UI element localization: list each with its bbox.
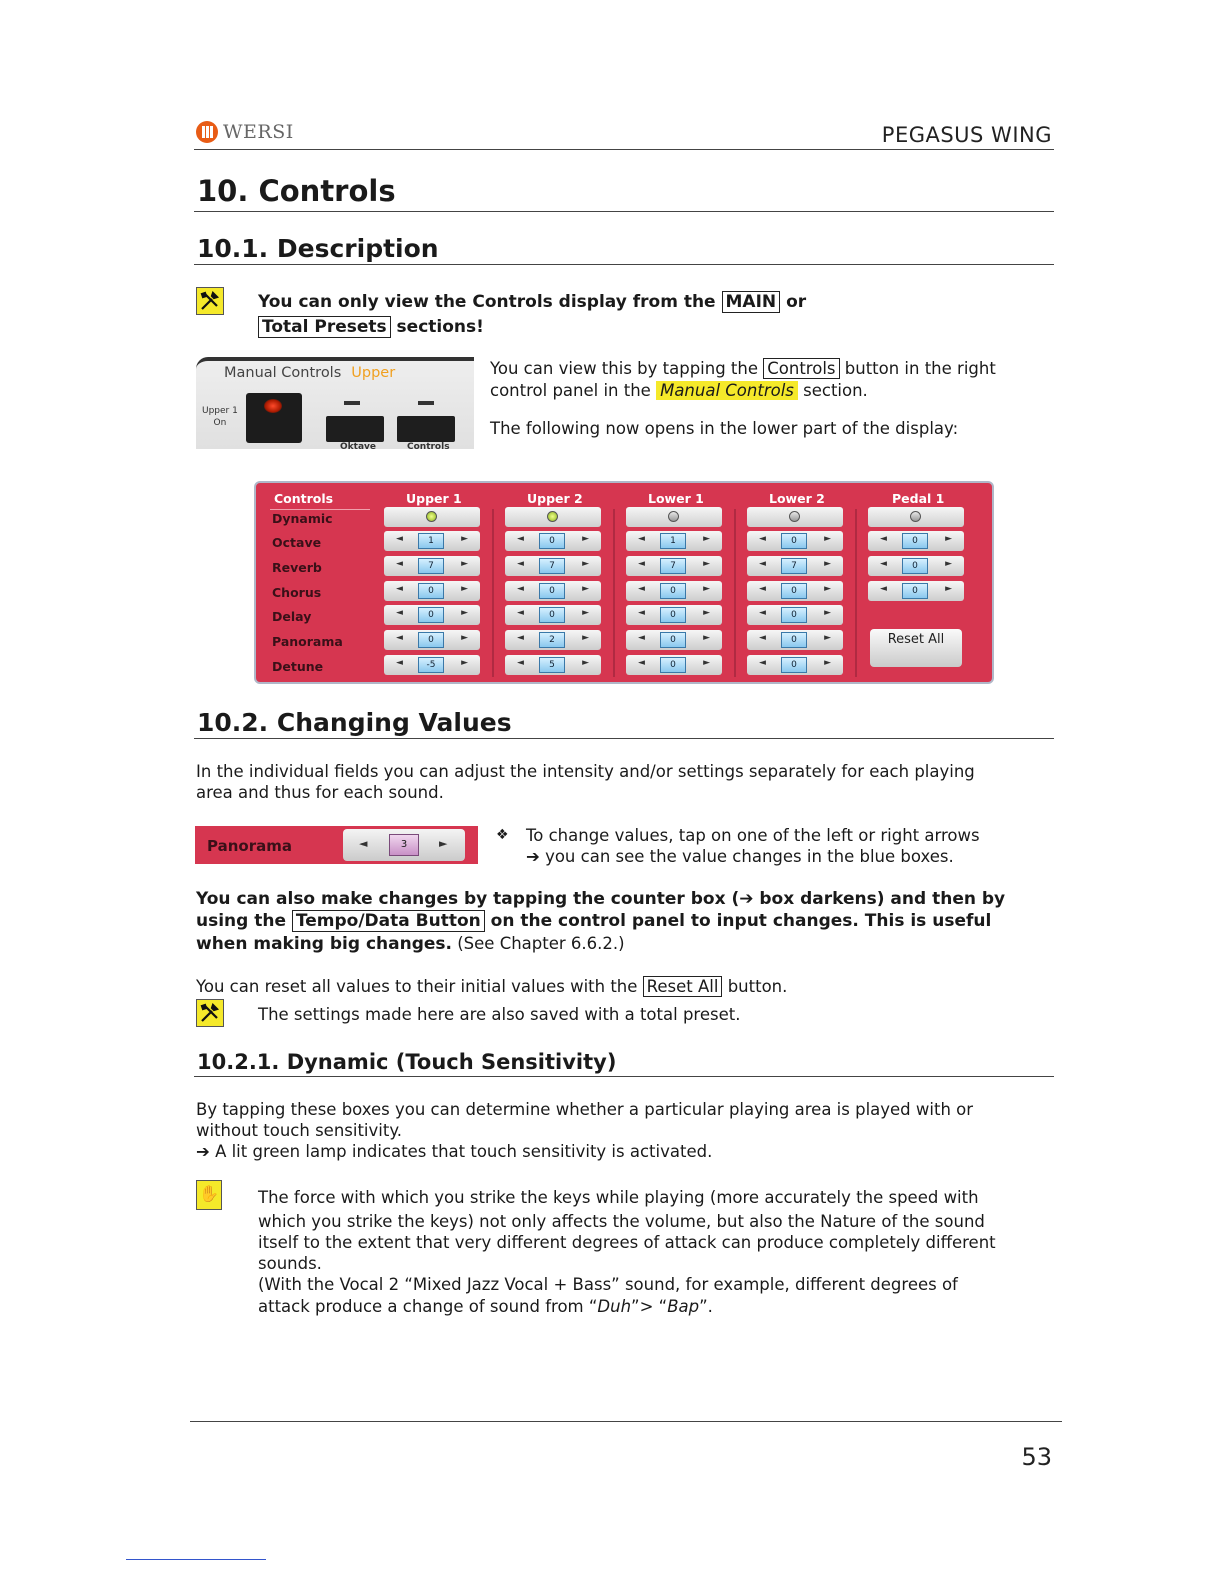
dynamic-lamp-icon (789, 511, 800, 522)
value-box[interactable]: 2 (539, 632, 565, 648)
reset-all-ref: Reset All (643, 976, 723, 997)
arrow-left-icon[interactable]: ◄ (638, 658, 645, 668)
arrow-left-icon[interactable]: ◄ (638, 584, 645, 594)
changing-p1: In the individual fields you can adjust the intensity and/or settings separately for each playing (196, 762, 975, 781)
arrow-left-icon[interactable]: ◄ (517, 658, 524, 668)
dynamic-lamp-icon (910, 511, 921, 522)
arrow-right-icon[interactable]: ► (461, 534, 468, 544)
arrow-left-icon[interactable]: ◄ (759, 559, 766, 569)
dynamic-lamp-icon (547, 511, 558, 522)
upper-on-label: Upper 1 On (202, 406, 238, 428)
stepper-lower2-detune[interactable] (747, 655, 843, 675)
arrow-right-icon[interactable]: ► (703, 534, 710, 544)
chapter-rule (194, 211, 1054, 212)
stepper-lower2-chorus[interactable] (747, 581, 843, 601)
arrow-left-icon[interactable]: ◄ (517, 633, 524, 643)
changing-p1b: area and thus for each sound. (196, 783, 444, 802)
value-box[interactable]: 0 (660, 657, 686, 673)
hint-line-2: which you strike the keys) not only affects the volume, but also the Nature of the sound (258, 1212, 985, 1231)
desc-line-1: You can view this by tapping the Controls button in the right (490, 359, 996, 378)
arrow-right-icon[interactable]: ► (582, 559, 589, 569)
arrow-right-icon[interactable]: ► (461, 584, 468, 594)
dynamic-p2: ➔ A lit green lamp indicates that touch sensitivity is activated. (196, 1142, 713, 1161)
oktave-label: Oktave (340, 442, 376, 452)
arrow-right-icon[interactable]: ► (582, 584, 589, 594)
dynamic-toggle-pedal1[interactable] (868, 507, 964, 527)
arrow-left-icon[interactable]: ◄ (880, 559, 887, 569)
wersi-logo (196, 121, 294, 143)
arrow-right-icon[interactable]: ► (582, 534, 589, 544)
panel-corner-label: Controls (274, 491, 334, 506)
column-separator (613, 509, 615, 677)
value-box[interactable]: 7 (418, 558, 444, 574)
stepper-upper1-reverb[interactable] (384, 556, 480, 576)
stepper-lower1-panorama[interactable] (626, 630, 722, 650)
arrow-right-icon[interactable]: ► (582, 608, 589, 618)
row-label-delay: Delay (272, 609, 312, 624)
dynamic-p1: By tapping these boxes you can determine whether a particular playing area is played with or (196, 1100, 974, 1119)
stepper-upper1-detune[interactable] (384, 655, 480, 675)
dynamic-lamp-icon (668, 511, 679, 522)
dynamic-p1b: without touch sensitivity. (196, 1121, 402, 1140)
stepper-upper1-panorama[interactable] (384, 630, 480, 650)
arrow-left-icon[interactable]: ◄ (396, 559, 403, 569)
section-rule (194, 264, 1054, 265)
arrow-right-icon[interactable]: ► (824, 584, 831, 594)
stepper-lower1-detune[interactable] (626, 655, 722, 675)
stepper-upper2-panorama[interactable] (505, 630, 601, 650)
arrow-left-icon[interactable]: ◄ (517, 608, 524, 618)
note-text-a: You can only view the Controls display from the (258, 292, 716, 312)
column-header-upper-1: Upper 1 (406, 491, 462, 506)
stepper-upper2-delay[interactable] (505, 605, 601, 625)
stepper-lower1-chorus[interactable] (626, 581, 722, 601)
arrow-right-icon[interactable]: ► (945, 559, 952, 569)
bullet-icon: ❖ (496, 827, 509, 843)
value-box[interactable]: 0 (902, 558, 928, 574)
arrow-right-icon[interactable]: ► (461, 658, 468, 668)
value-box[interactable]: 0 (902, 583, 928, 599)
hand-icon: ✋ (196, 1180, 222, 1210)
document-title: PEGASUS WING (881, 123, 1052, 147)
arrow-right-icon[interactable]: ► (824, 608, 831, 618)
arrow-left-icon[interactable]: ◄ (517, 584, 524, 594)
section-title-description: 10.1. Description (197, 234, 439, 263)
stepper-lower1-delay[interactable] (626, 605, 722, 625)
controls-panel (254, 481, 994, 684)
stepper-pedal1-octave[interactable] (868, 531, 964, 551)
stepper-pedal1-chorus[interactable] (868, 581, 964, 601)
row-label-panorama: Panorama (272, 634, 343, 649)
hint-line-4: sounds. (258, 1254, 322, 1273)
tempo-data-button-ref: Tempo/Data Button (292, 910, 485, 932)
arrow-right-icon[interactable]: ► (945, 584, 952, 594)
arrow-left-icon[interactable]: ◄ (396, 658, 403, 668)
value-box[interactable]: 0 (781, 607, 807, 623)
value-box[interactable]: 0 (539, 607, 565, 623)
arrow-left-icon[interactable]: ◄ (359, 837, 368, 850)
value-box[interactable]: 1 (418, 533, 444, 549)
dynamic-toggle-lower2[interactable] (747, 507, 843, 527)
value-box[interactable]: 0 (660, 607, 686, 623)
arrow-left-icon[interactable]: ◄ (638, 534, 645, 544)
upper-on-lamp[interactable] (246, 393, 302, 443)
note-text-c: sections! (390, 317, 484, 337)
value-box[interactable]: 0 (418, 632, 444, 648)
controls-button-ref: Controls (763, 358, 839, 379)
value-box[interactable]: 7 (781, 558, 807, 574)
value-box[interactable]: 7 (539, 558, 565, 574)
desc-line-3: The following now opens in the lower part of the display: (490, 419, 959, 438)
value-box[interactable]: 5 (539, 657, 565, 673)
footer-rule (190, 1421, 1062, 1422)
stepper-lower2-panorama[interactable] (747, 630, 843, 650)
panel-corner-rule (270, 509, 370, 510)
value-box[interactable]: 7 (660, 558, 686, 574)
preset-note: The settings made here are also saved with a total preset. (258, 1005, 741, 1024)
row-label-octave: Octave (272, 535, 322, 550)
bold-line-1: You can also make changes by tapping the counter box (➔ box darkens) and then by (196, 889, 1006, 909)
row-label-reverb: Reverb (272, 560, 322, 575)
column-separator (855, 509, 857, 677)
arrow-left-icon[interactable]: ◄ (517, 534, 524, 544)
stepper-lower1-reverb[interactable] (626, 556, 722, 576)
arrow-left-icon[interactable]: ◄ (396, 608, 403, 618)
value-box[interactable]: 0 (781, 632, 807, 648)
arrow-left-icon[interactable]: ◄ (759, 584, 766, 594)
note-text-b: or (780, 292, 807, 312)
stepper-lower1-octave[interactable] (626, 531, 722, 551)
column-separator (492, 509, 494, 677)
column-header-upper-2: Upper 2 (527, 491, 583, 506)
bottom-link-line (126, 1559, 266, 1560)
arrow-right-icon[interactable]: ► (461, 559, 468, 569)
column-header-lower-1: Lower 1 (648, 491, 704, 506)
arrow-left-icon[interactable]: ◄ (396, 534, 403, 544)
arrow-right-icon[interactable]: ► (461, 633, 468, 643)
main-button-ref: MAIN (722, 291, 781, 313)
hint-line-6: attack produce a change of sound from “Duh”> “Bap”. (258, 1297, 713, 1316)
arrow-left-icon[interactable]: ◄ (638, 633, 645, 643)
value-box[interactable]: 0 (781, 533, 807, 549)
arrow-left-icon[interactable]: ◄ (638, 559, 645, 569)
subsection-title-dynamic: 10.2.1. Dynamic (Touch Sensitivity) (197, 1050, 617, 1074)
stepper-pedal1-reverb[interactable] (868, 556, 964, 576)
dynamic-toggle-upper1[interactable] (384, 507, 480, 527)
oktave-cap (344, 401, 360, 405)
manual-controls-highlight: Manual Controls (656, 381, 798, 400)
chapter-title: 10. Controls (197, 174, 396, 208)
arrow-left-icon[interactable]: ◄ (396, 584, 403, 594)
controls-cap (418, 401, 434, 405)
value-box[interactable]: 0 (539, 583, 565, 599)
arrow-right-icon[interactable]: ► (703, 658, 710, 668)
panorama-label: Panorama (207, 837, 292, 855)
stepper-lower2-delay[interactable] (747, 605, 843, 625)
arrow-right-icon[interactable]: ► (582, 633, 589, 643)
hint-line-1: The force with which you strike the keys while playing (more accurately the speed with (258, 1188, 979, 1207)
total-presets-ref: Total Presets (258, 316, 391, 338)
arrow-right-icon[interactable]: ► (824, 534, 831, 544)
stepper-upper2-detune[interactable] (505, 655, 601, 675)
arrow-right-icon[interactable]: ► (439, 837, 448, 850)
arrow-left-icon[interactable]: ◄ (396, 633, 403, 643)
value-box[interactable]: 0 (902, 533, 928, 549)
arrow-right-icon[interactable]: ► (582, 658, 589, 668)
panorama-strip (195, 826, 478, 864)
reset-all-button[interactable]: Reset All (870, 629, 962, 667)
arrow-right-icon[interactable]: ► (703, 559, 710, 569)
value-box[interactable]: 0 (781, 583, 807, 599)
arrow-left-icon[interactable]: ◄ (759, 534, 766, 544)
row-label-detune: Detune (272, 659, 324, 674)
stepper-upper2-chorus[interactable] (505, 581, 601, 601)
hint-line-3: itself to the extent that very different degrees of attack can produce completely different (258, 1233, 996, 1252)
arrow-left-icon[interactable]: ◄ (517, 559, 524, 569)
manual-controls-screenshot (196, 357, 474, 452)
value-box[interactable]: 0 (660, 632, 686, 648)
stepper-upper1-delay[interactable] (384, 605, 480, 625)
manual-controls-title: Manual Controls Upper (224, 365, 396, 381)
arrow-left-icon[interactable]: ◄ (759, 608, 766, 618)
row-label-chorus: Chorus (272, 585, 322, 600)
subsection-rule (194, 1076, 1054, 1077)
tools-icon-2 (196, 999, 224, 1027)
arrow-left-icon[interactable]: ◄ (880, 534, 887, 544)
arrow-right-icon[interactable]: ► (703, 584, 710, 594)
arrow-right-icon[interactable]: ► (703, 633, 710, 643)
arrow-right-icon[interactable]: ► (824, 658, 831, 668)
dynamic-lamp-icon (426, 511, 437, 522)
dynamic-toggle-lower1[interactable] (626, 507, 722, 527)
bold-line-2: using the Tempo/Data Button on the control panel to input changes. This is useful (196, 911, 992, 931)
value-box[interactable]: 0 (539, 533, 565, 549)
section-title-changing-values: 10.2. Changing Values (197, 708, 512, 737)
controls-button[interactable] (397, 416, 455, 442)
column-header-pedal-1: Pedal 1 (892, 491, 945, 506)
hint-line-5: (With the Vocal 2 “Mixed Jazz Vocal + Bass” sound, for example, different degrees of (258, 1275, 958, 1294)
stepper-lower2-reverb[interactable] (747, 556, 843, 576)
bold-line-3: when making big changes. (See Chapter 6.6.2.) (196, 934, 625, 954)
value-box[interactable]: 0 (418, 607, 444, 623)
tools-icon (196, 287, 224, 315)
logo-text: WERSI (223, 121, 294, 143)
column-header-lower-2: Lower 2 (769, 491, 825, 506)
panorama-value-box[interactable]: 3 (389, 834, 419, 856)
stepper-lower2-octave[interactable] (747, 531, 843, 551)
bullet-line-a: To change values, tap on one of the left or right arrows (526, 826, 980, 845)
arrow-left-icon[interactable]: ◄ (759, 658, 766, 668)
value-box[interactable]: 1 (660, 533, 686, 549)
page-number: 53 (1021, 1443, 1052, 1471)
wersi-logo-icon (196, 121, 218, 143)
stepper-upper2-reverb[interactable] (505, 556, 601, 576)
arrow-right-icon[interactable]: ► (945, 534, 952, 544)
note-restriction-2 (258, 317, 484, 338)
controls-label: Controls (407, 442, 450, 452)
arrow-left-icon[interactable]: ◄ (638, 608, 645, 618)
desc-line-2: control panel in the Manual Controls section. (490, 381, 868, 400)
arrow-left-icon[interactable]: ◄ (880, 584, 887, 594)
value-box[interactable]: 0 (418, 583, 444, 599)
value-box[interactable]: 0 (660, 583, 686, 599)
arrow-right-icon[interactable]: ► (461, 608, 468, 618)
dynamic-toggle-upper2[interactable] (505, 507, 601, 527)
section-rule-2 (194, 738, 1054, 739)
oktave-button[interactable] (326, 416, 384, 442)
arrow-right-icon[interactable]: ► (824, 633, 831, 643)
bullet-line-b: ➔ you can see the value changes in the blue boxes. (526, 847, 954, 866)
reset-line: You can reset all values to their initial values with the Reset All button. (196, 977, 788, 996)
value-box[interactable]: 0 (781, 657, 807, 673)
arrow-right-icon[interactable]: ► (824, 559, 831, 569)
column-separator (734, 509, 736, 677)
arrow-left-icon[interactable]: ◄ (759, 633, 766, 643)
header-rule (194, 149, 1054, 150)
note-restriction (258, 292, 806, 313)
arrow-right-icon[interactable]: ► (703, 608, 710, 618)
row-label-dynamic: Dynamic (272, 511, 333, 526)
value-box[interactable]: -5 (418, 657, 444, 673)
panorama-stepper[interactable] (343, 829, 465, 861)
stepper-upper1-chorus[interactable] (384, 581, 480, 601)
stepper-upper2-octave[interactable] (505, 531, 601, 551)
stepper-upper1-octave[interactable] (384, 531, 480, 551)
